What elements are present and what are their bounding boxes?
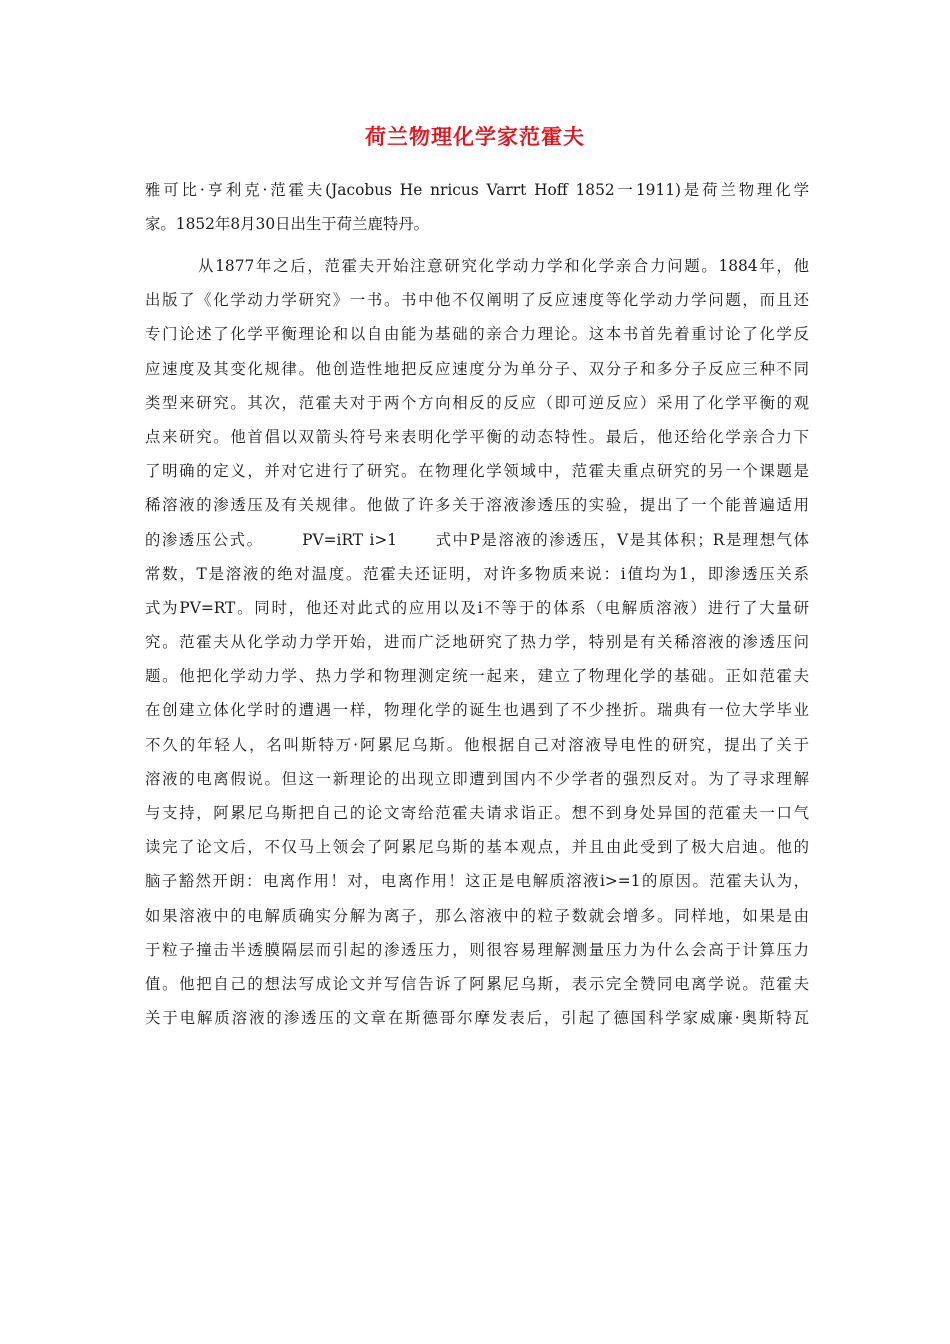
text-line: 脑子豁然开朗：电离作用！对，电离作用！这正是电解质溶液i>=1的原因。范霍夫认为， [145, 872, 809, 891]
text-line: 专门论述了化学平衡理论和以自由能为基础的亲合力理论。这本书首先着重讨论了化学反 [145, 325, 809, 344]
text-line: 关于电解质溶液的渗透压的文章在斯德哥尔摩发表后，引起了德国科学家威廉·奥斯特瓦 [145, 1009, 809, 1028]
text-line: 值。他把自己的想法写成论文并写信告诉了阿累尼乌斯，表示完全赞同电离学说。范霍夫 [145, 974, 809, 993]
text-line: 常数，T是溶液的绝对温度。范霍夫还证明，对许多物质来说：i值均为1，即渗透压关系 [145, 564, 809, 583]
text-line: 雅可比·亨利克·范霍夫(Jacobus He nricus Varrt Hoff 1852一1911)是荷兰物理化学 [145, 181, 809, 199]
text-line: 应速度及其变化规律。他创造性地把反应速度分为单分子、双分子和多分子反应三种不同 [145, 359, 809, 378]
document-title: 荷兰物理化学家范霍夫 [365, 124, 585, 149]
text-line: 式为PV=RT。同时，他还对此式的应用以及i不等于的体系（电解质溶液）进行了大量研 [145, 598, 809, 617]
text-line: 究。范霍夫从化学动力学开始，进而广泛地研究了热力学，特别是有关稀溶液的渗透压问 [145, 633, 809, 652]
text-line: 了明确的定义，并对它进行了研究。在物理化学领域中，范霍夫重点研究的另一个课题是 [145, 462, 809, 481]
text-line: 读完了论文后，不仅马上领会了阿累尼乌斯的基本观点，并且由此受到了极大启迪。他的 [145, 838, 809, 857]
body-paragraph [145, 249, 809, 1035]
text-line: 溶液的电离假说。但这一新理论的出现立即遭到国内不少学者的强烈反对。为了寻求理解 [145, 769, 809, 788]
text-line: 从1877年之后，范霍夫开始注意研究化学动力学和化学亲合力问题。1884年，他 [145, 257, 809, 275]
text-line: 点来研究。他首倡以双箭头符号来表明化学平衡的动态特性。最后，他还给化学亲合力下 [145, 427, 809, 446]
intro-paragraph [145, 173, 809, 241]
text-line: 出版了《化学动力学研究》一书。书中他不仅阐明了反应速度等化学动力学问题，而且还 [145, 291, 809, 310]
text-line: 家。1852年8月30日出生于荷兰鹿特丹。 [145, 215, 430, 234]
text-line: 类型来研究。其次，范霍夫对于两个方向相反的反应（即可逆反应）采用了化学平衡的观 [145, 393, 809, 412]
text-line: 与支持，阿累尼乌斯把自己的论文寄给范霍夫请求诣正。想不到身处异国的范霍夫一口气 [145, 804, 809, 822]
text-line: 的渗透压公式。 PV=iRT i>1 式中P是溶液的渗透压，V是其体积；R是理想气体 [145, 530, 809, 549]
text-line: 如果溶液中的电解质确实分解为离子，那么溶液中的粒子数就会增多。同样地，如果是由 [145, 906, 809, 925]
text-line: 题。他把化学动力学、热力学和物理测定统一起来，建立了物理化学的基础。正如范霍夫 [145, 667, 809, 686]
text-line: 在创建立体化学时的遭遇一样，物理化学的诞生也遇到了不少挫折。瑞典有一位大学毕业 [145, 701, 809, 720]
text-line: 于粒子撞击半透膜隔层而引起的渗透压力，则很容易理解测量压力为什么会高于计算压力 [145, 940, 809, 959]
text-line: 不久的年轻人，名叫斯特万·阿累尼乌斯。他根据自己对溶液导电性的研究，提出了关于 [145, 735, 809, 754]
text-line: 稀溶液的渗透压及有关规律。他做了许多关于溶液渗透压的实验，提出了一个能普遍适用 [145, 496, 809, 515]
